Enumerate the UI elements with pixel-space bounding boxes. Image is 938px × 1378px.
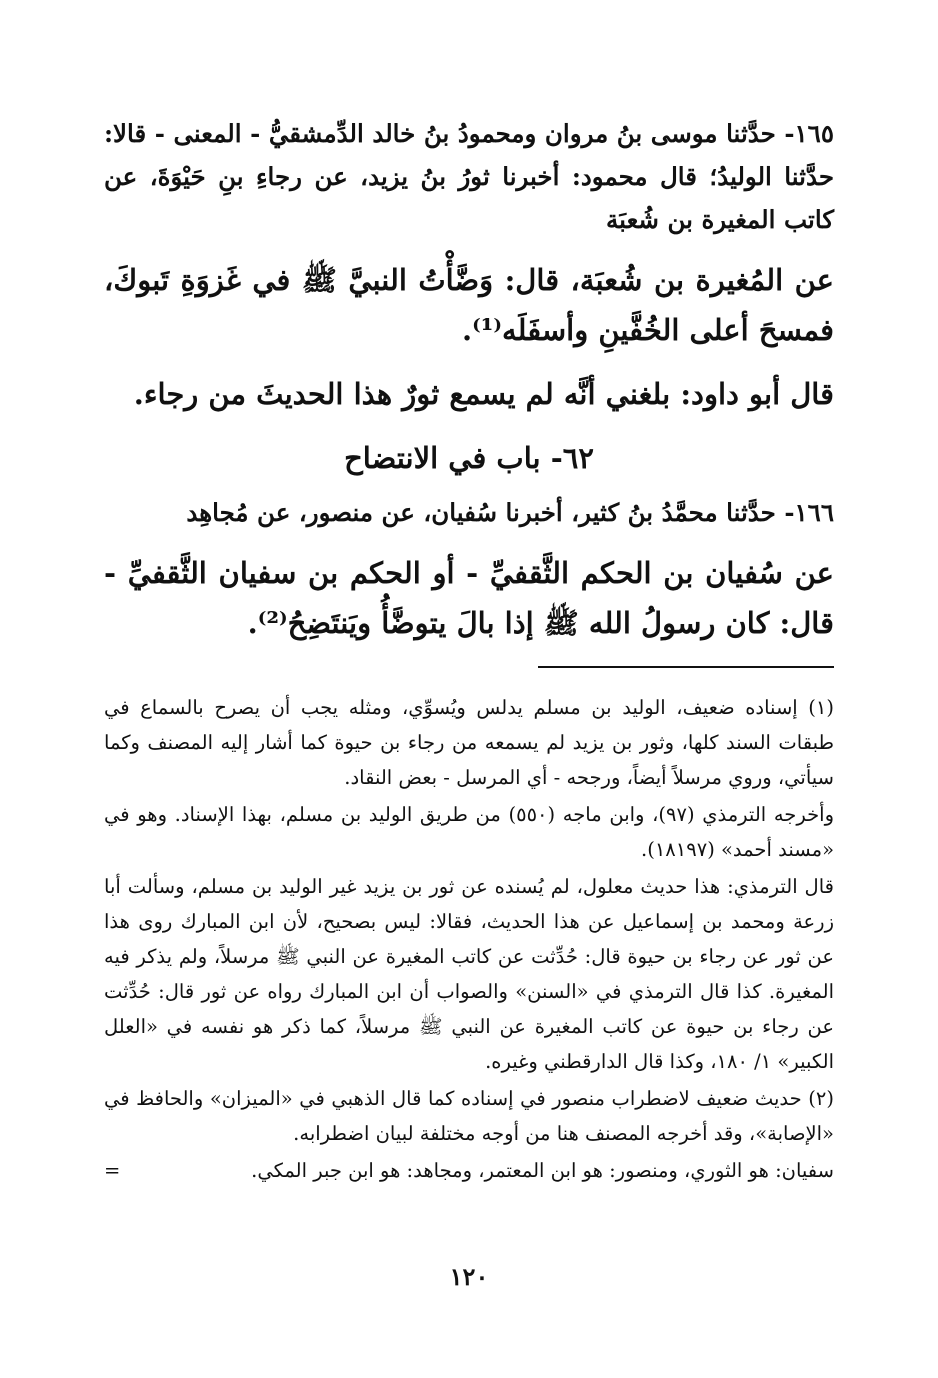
hadith-165-isnad: ١٦٥- حدَّثنا موسى بنُ مروان ومحمودُ بنُ خالد الدِّمشقيُّ - المعنى - قالا: حدَّثنا الوليدُ؛ قال محمود: أخبرنا ثورُ بنُ يزيد، عن رجاءِ بنِ حَيْوَةَ، عن كاتب المغيرة بن شُعبَة bbox=[104, 119, 834, 234]
page-number: ١٢٠ bbox=[449, 1262, 489, 1291]
hadith-166-matn: عن سُفيان بن الحكم الثَّقفيِّ - أو الحكم بن سفيان الثَّقفيِّ - قال: كان رسولُ الله ﷺ إذا بالَ يتوضَّأُ ويَنتَضِحُ⁽²⁾. bbox=[104, 556, 834, 640]
footnote-2: (٢) حديث ضعيف لاضطراب منصور في إسناده كما قال الذهبي في «الميزان» والحافظ في «الإصابة»، وقد أخرجه المصنف هنا من أوجه مختلفة لبيان اضطرابه. bbox=[104, 1087, 834, 1145]
footnote-2-narrators-text: سفيان: هو الثوري، ومنصور: هو ابن المعتمر، ومجاهد: هو ابن جبر المكي. bbox=[251, 1159, 834, 1182]
hadith-166-isnad: ١٦٦- حدَّثنا محمَّدُ بنُ كثير، أخبرنا سُفيان، عن منصور، عن مُجاهِد bbox=[186, 498, 834, 527]
footnote-1-tirmidhi: قال الترمذي: هذا حديث معلول، لم يُسنده عن ثور بن يزيد غير الوليد بن مسلم، وسألت أبا زرعة ومحمد بن إسماعيل عن هذا الحديث، فقالا: ليس بصحيح، لأن ابن المبارك روى هذا عن ثور عن رجاء بن حيوة قال: حُدِّثت عن كاتب المغيرة عن النبي ﷺ مرسلاً، ولم يذكر فيه المغيرة. كذا قال الترمذي في «السنن» والصواب أن ابن المبارك رواه عن ثور قال: حُدِّثت عن رجاء بن حيوة عن كاتب المغيرة عن النبي ﷺ مرسلاً، كما ذكر هو نفسه في «العلل الكبير» ١/ ١٨٠، وكذا قال الدارقطني وغيره. bbox=[104, 875, 834, 1073]
footnotes bbox=[104, 690, 834, 1188]
hadith-165-matn: عن المُغيرة بن شُعبَة، قال: وَضَّأْتُ النبيَّ ﷺ في غَزوَةِ تَبوكَ، فمسحَ أعلى الخُفَّينِ وأسفَلَه⁽¹⁾. bbox=[104, 263, 834, 347]
abu-dawud-comment: قال أبو داود: بلغني أنَّه لم يسمع ثورٌ هذا الحديثَ من رجاء. bbox=[133, 377, 834, 411]
footnote-1-takhrij: وأخرجه الترمذي (٩٧)، وابن ماجه (٥٥٠) من طريق الوليد بن مسلم، بهذا الإسناد. وهو في «مسند أحمد» (١٨١٩٧). bbox=[104, 803, 834, 861]
continuation-mark: = bbox=[104, 1159, 121, 1182]
footnote-1: (١) إسناده ضعيف، الوليد بن مسلم يدلس ويُسوِّي، ومثله يجب أن يصرح بالسماع في طبقات السند كلها، وثور بن يزيد لم يسمعه من رجاء بن حيوة كما أشار إليه المصنف وكما سيأتي، وروي مرسلاً أيضاً، ورجحه - أي المرسل - بعض النقاد. bbox=[104, 696, 834, 789]
chapter-heading: ٦٢- باب في الانتضاح bbox=[344, 441, 594, 475]
footnote-2-narrators bbox=[104, 1153, 834, 1188]
footnote-separator bbox=[538, 666, 834, 668]
